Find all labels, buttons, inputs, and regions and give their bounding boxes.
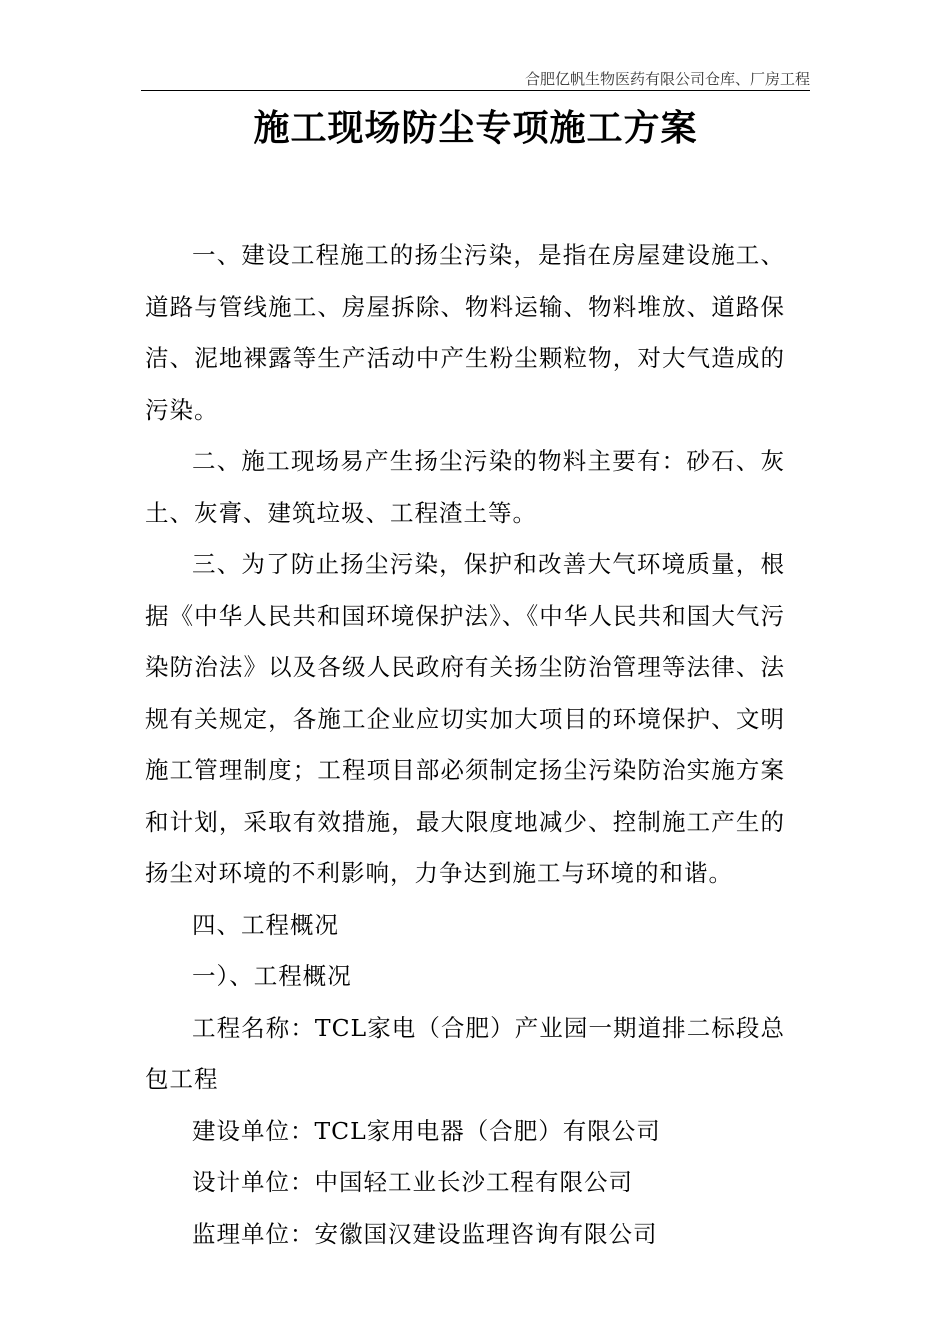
design-unit-line: 设计单位：中国轻工业长沙工程有限公司 — [192, 1168, 633, 1196]
running-header: 合肥亿帆生物医药有限公司仓库、厂房工程 — [524, 70, 810, 88]
subsection-heading-project-overview: 一）、工程概况 — [192, 962, 352, 990]
section-heading-project-overview: 四、工程概况 — [192, 910, 339, 939]
supervision-unit-line: 监理单位：安徽国汉建设监理咨询有限公司 — [192, 1219, 658, 1248]
document-body — [145, 230, 785, 1260]
project-name-line: 工程名称：TCL家电（合肥）产业园一期道排二标段总包工程 — [145, 1013, 785, 1093]
document-title: 施工现场防尘专项施工方案 — [253, 108, 698, 149]
paragraph-dust-materials: 二、施工现场易产生扬尘污染的物料主要有：砂石、灰土、灰膏、建筑垃圾、工程渣土等。 — [145, 447, 785, 527]
paragraph-dust-pollution-definition: 一、建设工程施工的扬尘污染，是指在房屋建设施工、道路与管线施工、房屋拆除、物料运输、物料堆放、道路保洁、泥地裸露等生产活动中产生粉尘颗粒物，对大气造成的污染。 — [145, 241, 785, 424]
header-divider — [141, 90, 810, 91]
paragraph-prevention-requirements: 三、为了防止扬尘污染，保护和改善大气环境质量，根据《中华人民共和国环境保护法》、《中华人民共和国大气污染防治法》以及各级人民政府有关扬尘防治管理等法律、法规有关规定，各施工企业应切实加大项目的环境保护、文明施工管理制度；工程项目部必须制定扬尘污染防治实施方案和计划，采取有效措施，最大限度地减少、控制施工产生的扬尘对环境的不利影响，力争达到施工与环境的和谐。 — [145, 550, 785, 887]
construction-unit-line: 建设单位：TCL家用电器（合肥）有限公司 — [192, 1116, 661, 1145]
